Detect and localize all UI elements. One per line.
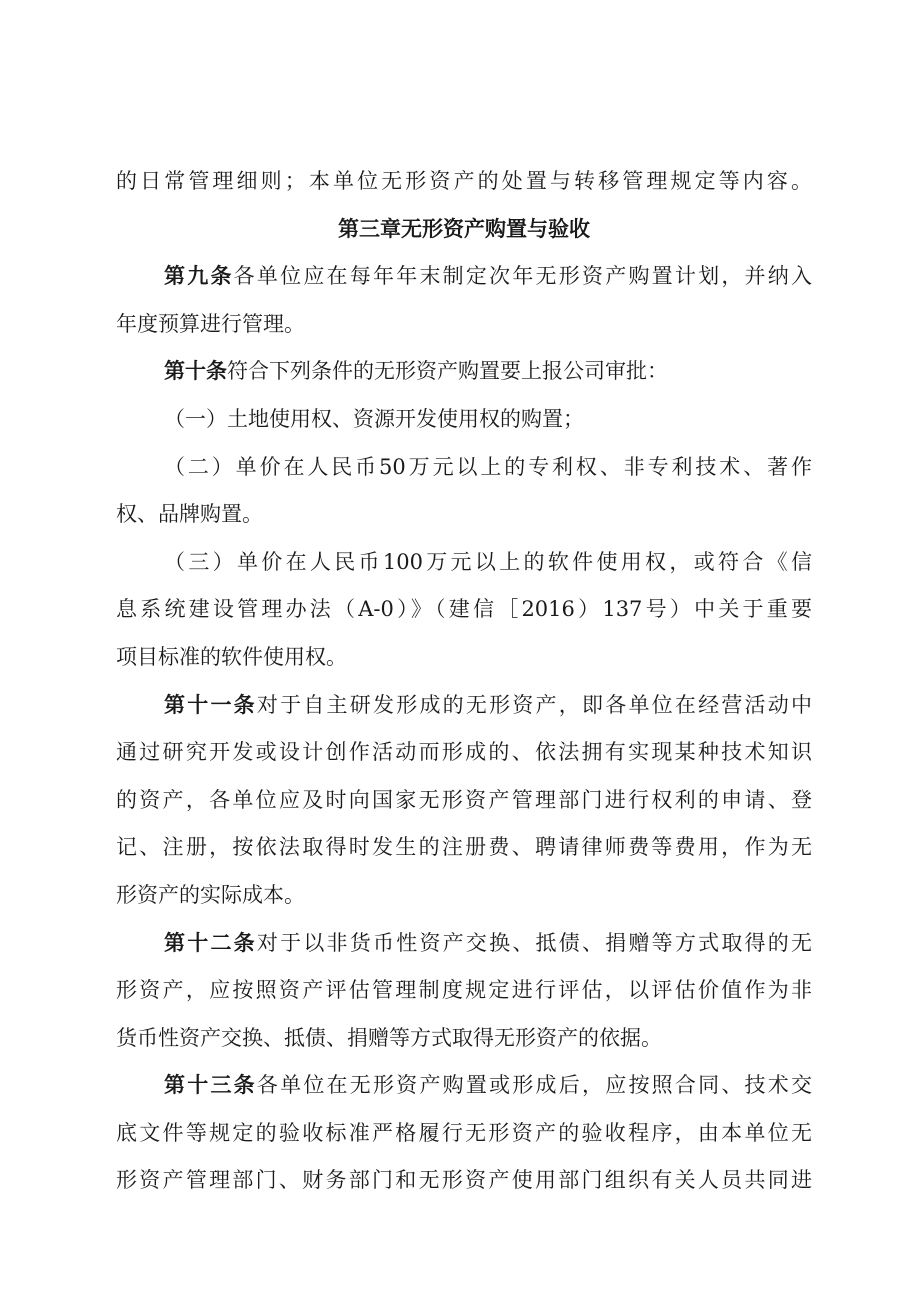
article-label: 第十二条 [164, 930, 257, 955]
article-11-line [116, 684, 812, 732]
list-item-continuation: 权、品牌购置。 [116, 502, 263, 527]
article-label: 第十条 [164, 359, 227, 384]
article-text: 对于以非货币性资产交换、抵债、捐赠等方式取得的无 [256, 930, 812, 955]
article-label: 第九条 [164, 264, 234, 289]
article-11-line: 的资产，各单位应及时向国家无形资产管理部门进行权利的申请、登 [116, 787, 812, 812]
article-13-line [116, 1064, 812, 1112]
article-12-line [116, 922, 812, 970]
article-11-line: 记、注册，按依法取得时发生的注册费、聘请律师费等费用，作为无 [116, 835, 812, 860]
list-item: （三）单价在人民币100万元以上的软件使用权，或符合《信 [164, 549, 812, 574]
article-text: 对于自主研发形成的无形资产，即各单位在经营活动中 [256, 692, 812, 717]
paragraph-line: 的日常管理细则；本单位无形资产的处置与转移管理规定等内容。 [116, 169, 812, 193]
article-9-line [116, 255, 812, 303]
list-item-continuation: 项目标准的软件使用权。 [116, 644, 347, 669]
article-text: 各单位应在每年年末制定次年无形资产购置计划，并纳入 [233, 264, 812, 289]
article-9-line: 年度预算进行管理。 [116, 311, 305, 336]
list-item: （一）土地使用权、资源开发使用权的购置； [164, 406, 584, 431]
article-11-line: 形资产的实际成本。 [116, 882, 305, 907]
article-11-line: 通过研究开发或设计创作活动而形成的、依法拥有实现某种技术知识 [116, 740, 812, 765]
list-item: （二）单价在人民币50万元以上的专利权、非专利技术、著作 [164, 454, 812, 479]
article-13-line: 形资产管理部门、财务部门和无形资产使用部门组织有关人员共同进 [116, 1168, 812, 1193]
article-10-line [116, 350, 812, 398]
chapter-title: 第三章无形资产购置与验收 [338, 216, 590, 241]
document-body [116, 160, 812, 1207]
article-label: 第十一条 [164, 692, 257, 717]
article-12-line: 形资产，应按照资产评估管理制度规定进行评估，以评估价值作为非 [116, 978, 812, 1003]
article-13-line: 底文件等规定的验收标准严格履行无形资产的验收程序，由本单位无 [116, 1120, 812, 1145]
article-label: 第十三条 [164, 1073, 257, 1098]
article-12-line: 货币性资产交换、抵债、捐赠等方式取得无形资产的依据。 [116, 1025, 662, 1050]
article-text: 各单位在无形资产购置或形成后，应按照合同、技术交 [256, 1073, 812, 1098]
article-text: 符合下列条件的无形资产购置要上报公司审批： [227, 359, 668, 384]
list-item-continuation: 息系统建设管理办法（A-0）》（建信［2016）137号）中关于重要 [116, 597, 812, 622]
